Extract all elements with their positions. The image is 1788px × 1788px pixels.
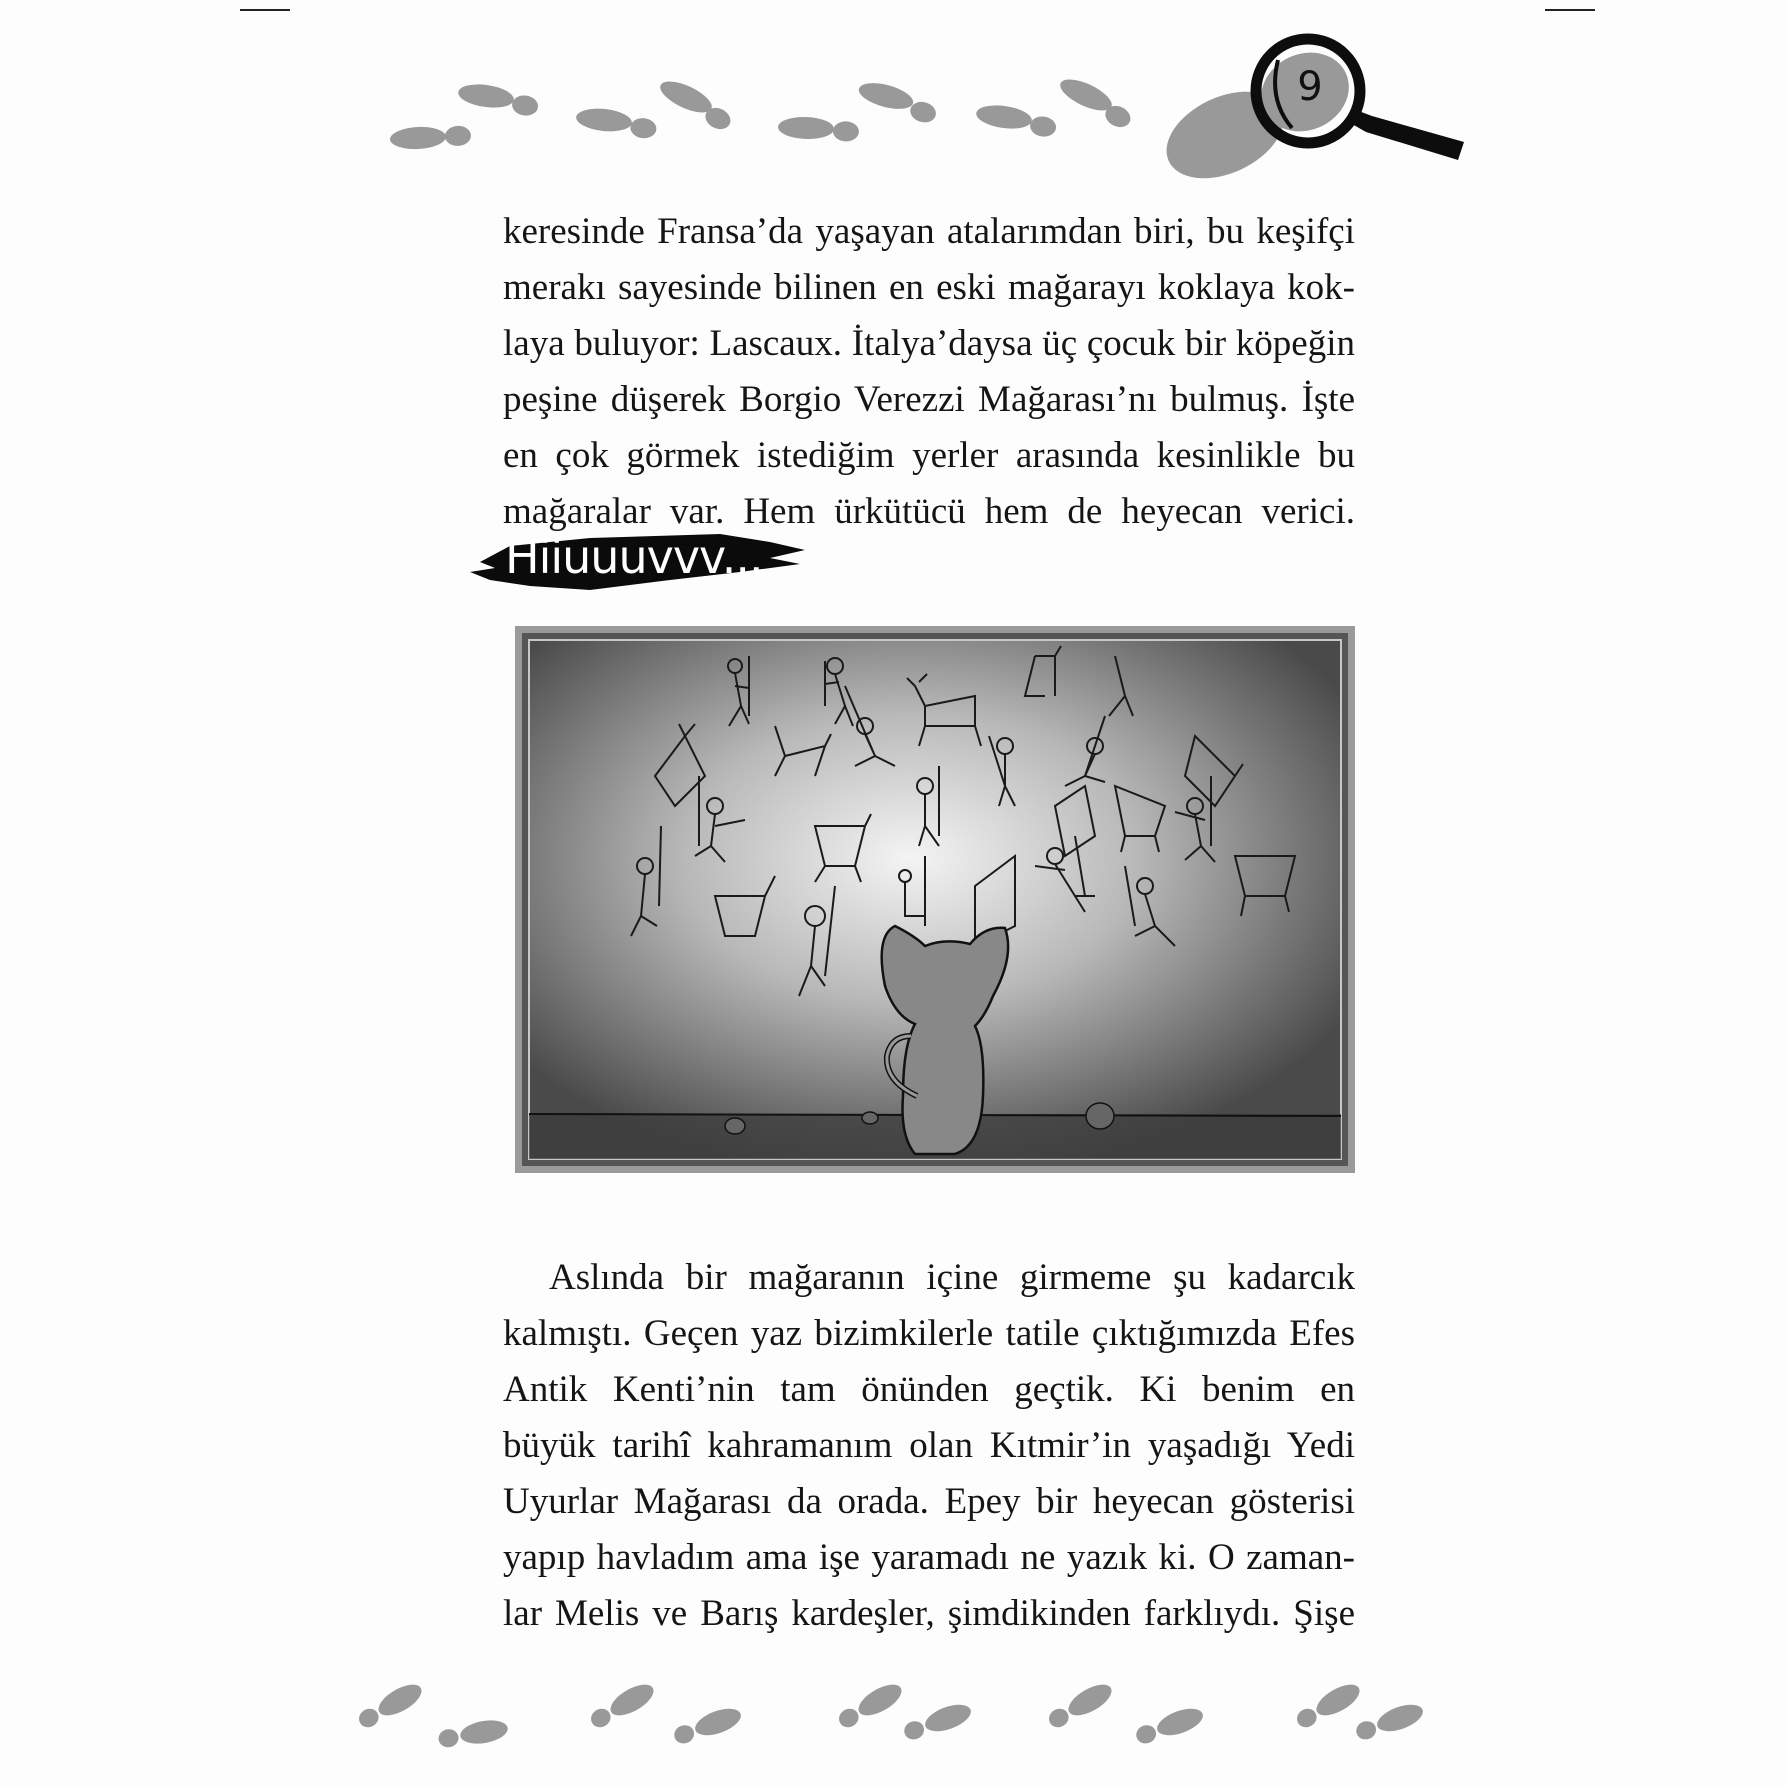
text-line: Antik Kenti’nin tam önünden geçtik. Ki benim en [503, 1369, 1355, 1410]
text-line: en çok görmek istediğim yerler arasında kesinlikle bu [503, 435, 1355, 476]
paragraph-2 [503, 1250, 1355, 1642]
cave-illustration [515, 626, 1355, 1173]
text-line: Aslında bir mağaranın içine girmeme şu kadarcık [549, 1257, 1355, 1298]
text-line: lar Melis ve Barış kardeşler, şimdikinden farklıydı. Şişe [503, 1593, 1355, 1634]
page-number: 9 [1297, 64, 1323, 110]
paragraph-1 [503, 204, 1355, 540]
text-line: peşine düşerek Borgio Verezzi Mağarası’nı bulmuş. İşte [503, 379, 1355, 420]
text-line: merakı sayesinde bilinen en eski mağarayı koklaya kok- [503, 267, 1355, 308]
footprints-icon [389, 39, 1361, 196]
text-line: büyük tarihî kahramanım olan Kıtmir’in yaşadığı Yedi [503, 1425, 1355, 1466]
text-line: mağaralar var. Hem ürkütücü hem de heyecan verici. [503, 491, 1355, 532]
text-line: yapıp havladım ama işe yaramadı ne yazık ki. O zaman- [503, 1537, 1355, 1578]
text-line: laya buluyor: Lascaux. İtalya’daysa üç çocuk bir köpeğin [503, 323, 1355, 364]
text-line: keresinde Fransa’da yaşayan atalarımdan biri, bu keşifçi [503, 211, 1355, 252]
exclamation-text: Hiiuuuvvv... [505, 530, 763, 584]
text-line: Uyurlar Mağarası da orada. Epey bir heyecan gösterisi [503, 1481, 1355, 1522]
cave-painting-image [515, 626, 1355, 1173]
text-line: kalmıştı. Geçen yaz bizimkilerle tatile çıktığımızda Efes [503, 1313, 1355, 1354]
